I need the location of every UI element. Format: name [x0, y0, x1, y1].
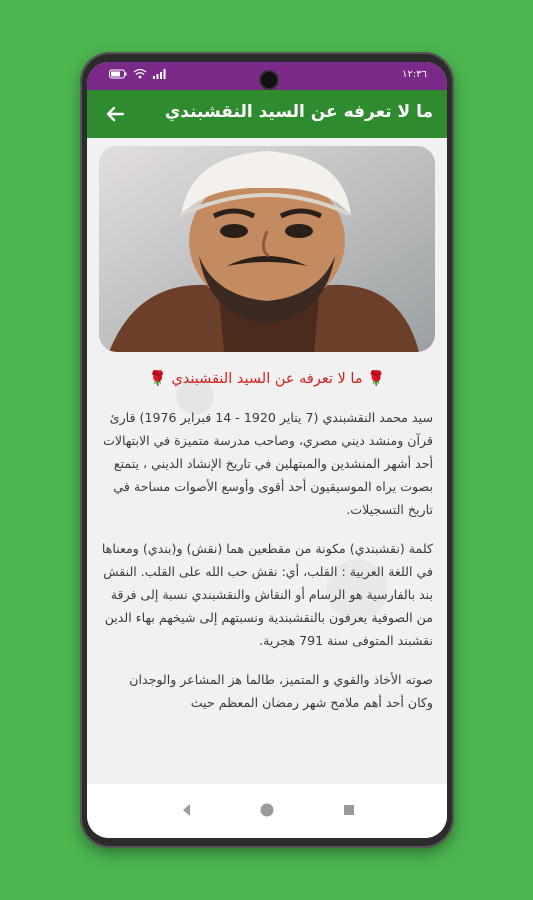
nav-home-icon[interactable]: [259, 802, 275, 818]
camera-notch: [259, 70, 279, 90]
nav-back-icon[interactable]: [179, 802, 195, 818]
app-title: ما لا تعرفه عن السيد النقشبندي: [164, 102, 433, 122]
phone-screen: [87, 62, 447, 838]
rose-icon: 🌹: [367, 371, 386, 387]
article-heading: [87, 370, 447, 387]
article-heading-text: ما لا تعرفه عن السيد النقشبندي: [171, 371, 363, 387]
status-bar: [87, 62, 447, 90]
battery-icon: [109, 69, 127, 79]
wifi-icon: [133, 69, 147, 79]
article-paragraph: سيد محمد النقشبندي (7 يناير 1920 - 14 فبراير 1976) قارئ قرآن ومنشد ديني مصري، وصاحب مدرسة متميزة في الابتهالات أحد أشهر المنشدين والمبتهلين في تاريخ الإنشاد الديني ، يتمتع بصوت يراه الموسيقيون أحد أقوى وأوسع الأصوات مساحة في تاريخ التسجيلات.: [102, 410, 433, 517]
status-icons: [109, 69, 167, 79]
arrow-back-icon[interactable]: [103, 102, 127, 126]
article-paragraph: كلمة (نقشبندي) مكونة من مقطعين هما (نقش) و(بندي) ومعناها في اللغة العربية : القلب، أي: نقش حب الله على القلب. النقش بند بالفارسية هو الرسام أو النقاش والنقشبندي نسبة إلى فرقة من الصوفية يعرفون بالنقشبندية ونسبتهم إلى شيخهم بهاء الدين نقشبند المتوفى سنة 791 هجرية.: [101, 541, 433, 648]
portrait-image: [99, 146, 435, 352]
nav-recents-icon[interactable]: [341, 802, 357, 818]
system-nav-bar: [87, 784, 447, 838]
status-time: ١٢:٣٦: [402, 69, 427, 80]
article-content[interactable]: [87, 138, 447, 784]
rose-icon: 🌹: [148, 371, 167, 387]
signal-icon: [153, 69, 167, 79]
article-body: [101, 406, 433, 730]
app-bar: [87, 90, 447, 138]
phone-frame: [80, 52, 454, 848]
article-paragraph: صوته الأخاذ والقوي و المتميز، طالما هز المشاعر والوجدان وكان أحد أهم ملامح شهر رمضان المعظم حيث: [129, 672, 433, 710]
